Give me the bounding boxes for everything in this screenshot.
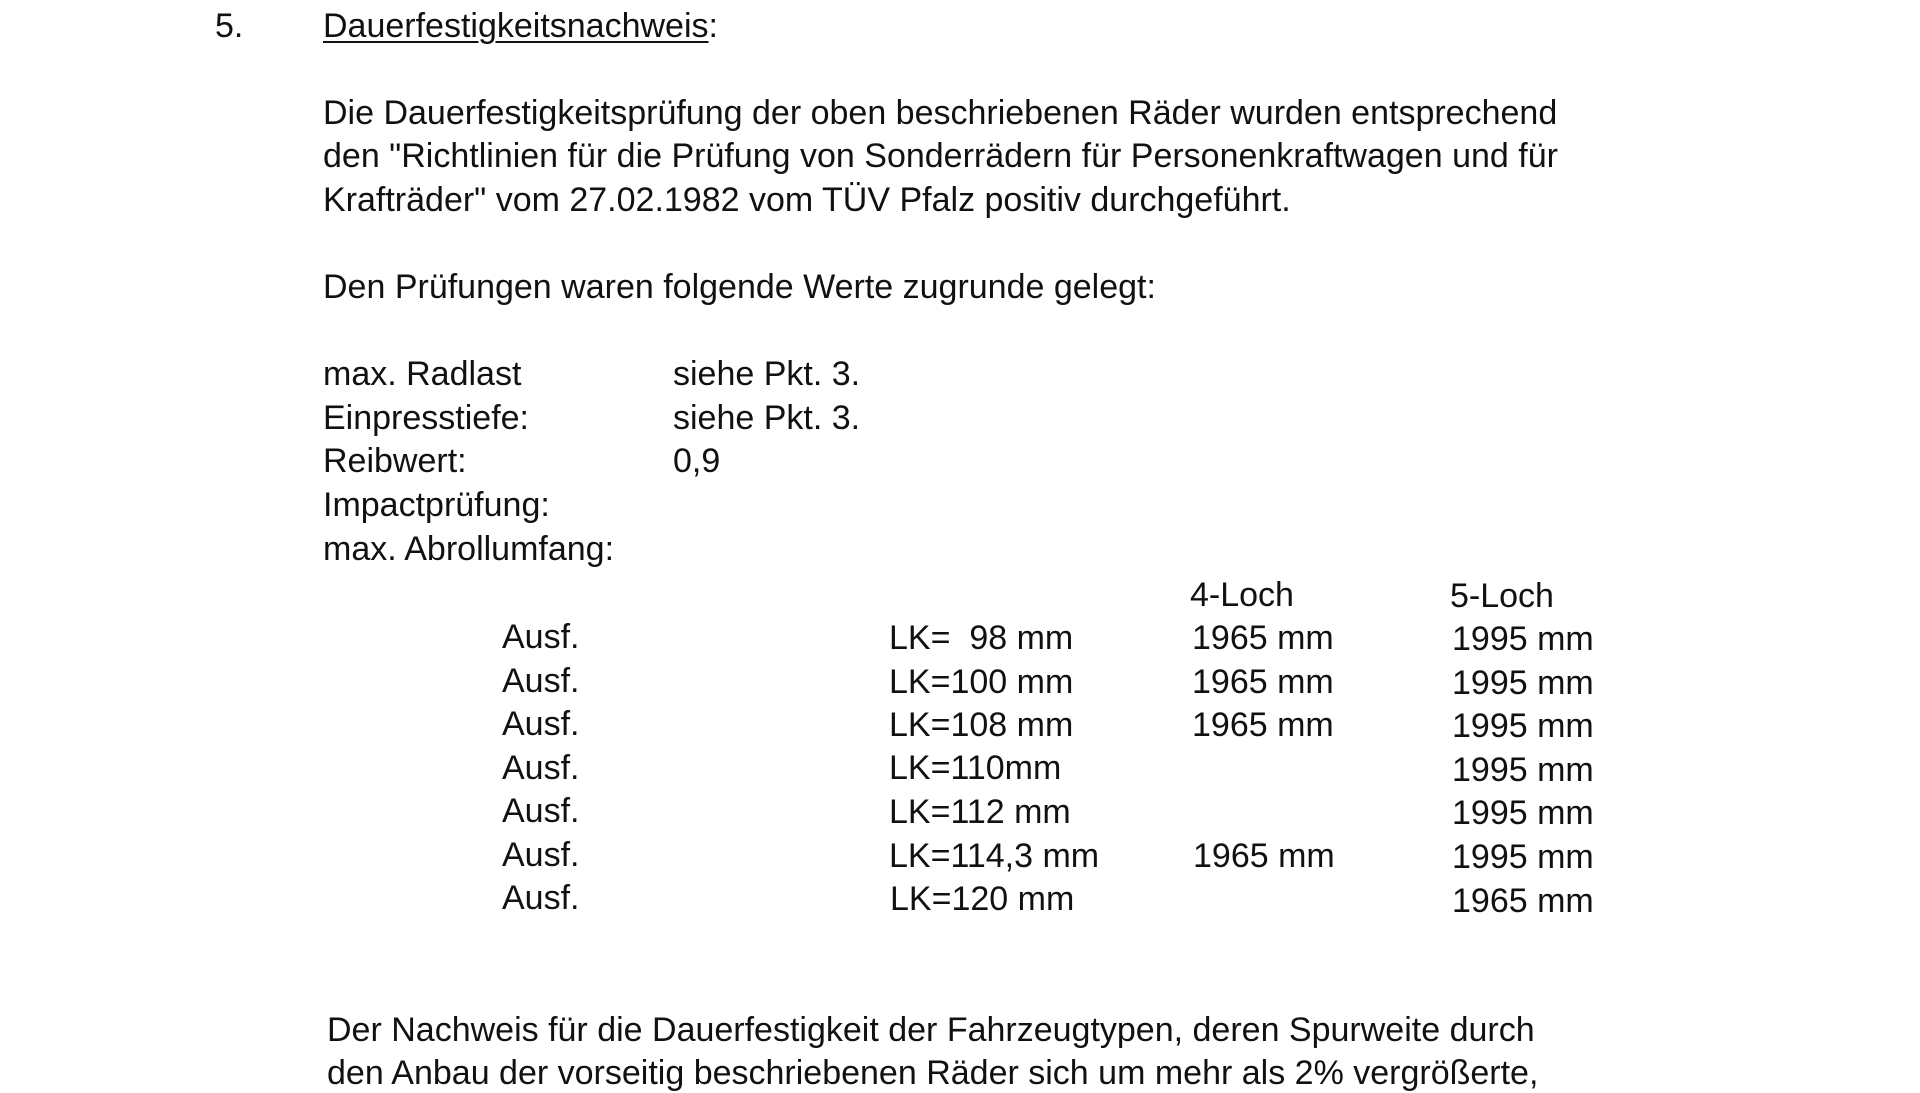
table-row-7-ausf: Ausf.: [502, 879, 580, 917]
section-heading-text: Dauerfestigkeitsnachweis: [323, 7, 709, 45]
value-label-impactpruefung: Impactprüfung:: [323, 486, 550, 524]
table-header-4-loch: 4-Loch: [1190, 576, 1294, 614]
value-label-abrollumfang: max. Abrollumfang:: [323, 530, 615, 568]
table-row-1-5-loch: 1995 mm: [1452, 620, 1594, 658]
paragraph3-line1: Der Nachweis für die Dauerfestigkeit der Fahrzeugtypen, deren Spurweite durch: [327, 1011, 1535, 1049]
paragraph1-line2: den "Richtlinien für die Prüfung von Sonderrädern für Personenkraftwagen und für: [323, 137, 1558, 175]
table-row-3-5-loch: 1995 mm: [1452, 707, 1594, 745]
table-row-2-5-loch: 1995 mm: [1452, 664, 1594, 702]
table-row-6-4-loch: 1965 mm: [1193, 837, 1335, 875]
table-row-4-5-loch: 1995 mm: [1452, 751, 1594, 789]
table-row-1-lk: LK= 98 mm: [889, 619, 1074, 657]
value-label-radlast: max. Radlast: [323, 355, 522, 393]
table-row-5-5-loch: 1995 mm: [1452, 794, 1594, 832]
table-row-3-4-loch: 1965 mm: [1192, 706, 1334, 744]
paragraph3-line2: den Anbau der vorseitig beschriebenen Räder sich um mehr als 2% vergrößerte,: [327, 1054, 1539, 1092]
table-row-6-ausf: Ausf.: [502, 836, 580, 874]
table-row-6-5-loch: 1995 mm: [1452, 838, 1594, 876]
table-row-5-ausf: Ausf.: [502, 792, 580, 830]
section-heading: [323, 6, 718, 46]
table-row-2-4-loch: 1965 mm: [1192, 663, 1334, 701]
value-einpresstiefe: siehe Pkt. 3.: [673, 399, 861, 437]
table-row-3-lk: LK=108 mm: [889, 706, 1074, 744]
table-header-5-loch: 5-Loch: [1450, 577, 1554, 615]
table-row-1-ausf: Ausf.: [502, 618, 580, 656]
table-row-1-4-loch: 1965 mm: [1192, 619, 1334, 657]
table-row-6-lk: LK=114,3 mm: [889, 837, 1100, 875]
table-row-4-ausf: Ausf.: [502, 749, 580, 787]
value-label-reibwert: Reibwert:: [323, 442, 467, 480]
table-row-3-ausf: Ausf.: [502, 705, 580, 743]
table-row-7-lk: LK=120 mm: [890, 880, 1075, 918]
paragraph1-line1: Die Dauerfestigkeitsprüfung der oben beschriebenen Räder wurden entsprechend: [323, 94, 1558, 132]
section-number: 5.: [215, 7, 244, 45]
table-row-5-lk: LK=112 mm: [889, 793, 1071, 831]
paragraph1-line3: Krafträder" vom 27.02.1982 vom TÜV Pfalz positiv durchgeführt.: [323, 181, 1291, 219]
table-row-2-ausf: Ausf.: [502, 662, 580, 700]
table-row-2-lk: LK=100 mm: [889, 663, 1074, 701]
table-row-7-5-loch: 1965 mm: [1452, 882, 1594, 920]
paragraph2: Den Prüfungen waren folgende Werte zugrunde gelegt:: [323, 268, 1156, 306]
table-row-4-lk: LK=110mm: [889, 749, 1062, 787]
value-reibwert: 0,9: [673, 442, 721, 480]
value-label-einpresstiefe: Einpresstiefe:: [323, 399, 529, 437]
section-heading-colon: :: [708, 7, 718, 45]
value-radlast: siehe Pkt. 3.: [673, 355, 861, 393]
